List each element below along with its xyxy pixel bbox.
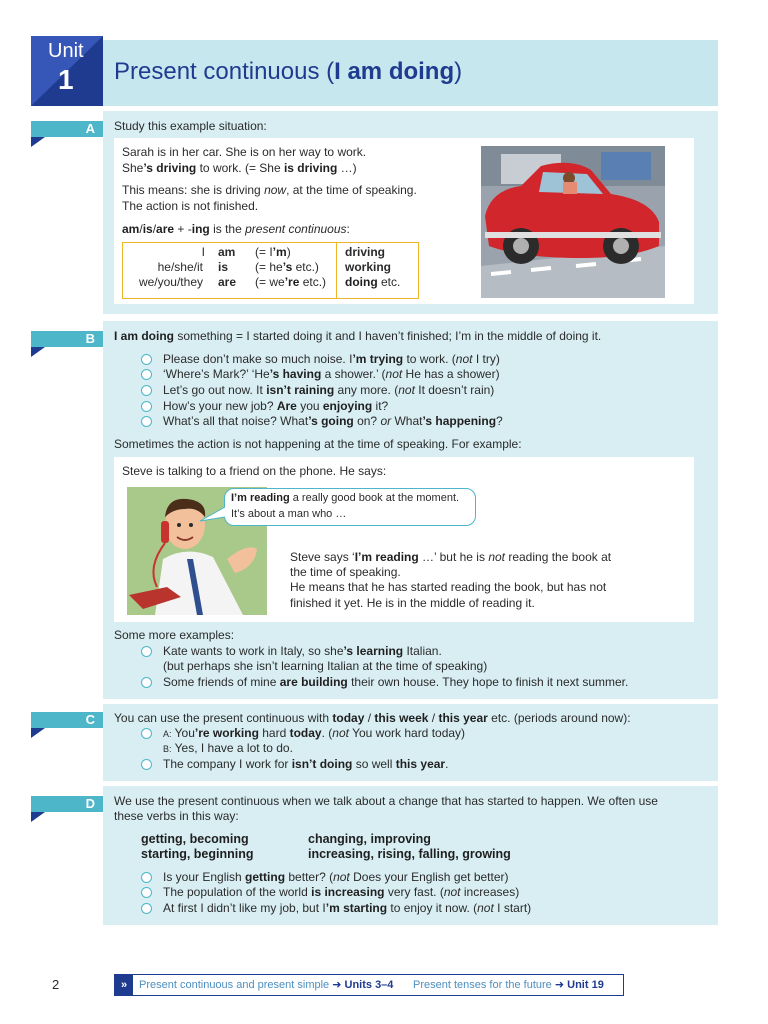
dialogue-b: B: Yes, I have a lot to do.	[163, 741, 293, 755]
bullet-circle	[141, 416, 152, 427]
example-c2: The company I work for isn’t doing so well this year.	[163, 757, 449, 771]
short-form-2: (= he’s etc.)	[255, 260, 319, 274]
section-c-tab-corner	[31, 728, 45, 738]
steve-says-3: He means that he has started reading the book, but has not	[290, 580, 607, 594]
conjugation-table	[122, 242, 419, 299]
example-b1: Please don’t make so much noise. I’m trying to work. (not I try)	[163, 352, 500, 366]
sometimes-note: Sometimes the action is not happening at the time of speaking. For example:	[114, 437, 522, 451]
bullet-circle	[141, 677, 152, 688]
section-d-intro-2: these verbs in this way:	[114, 809, 239, 823]
section-d-tab: D	[31, 796, 103, 812]
example-line-1: Sarah is in her car. She is on her way to work.	[122, 145, 367, 159]
bullet-circle	[141, 728, 152, 739]
cross-reference-bar	[114, 974, 624, 996]
bullet-circle	[141, 354, 152, 365]
verb-am: am	[218, 245, 236, 259]
page-title: Present continuous (I am doing)	[114, 58, 463, 85]
example-line-2: She’s driving to work. (= She is driving …)	[122, 161, 357, 175]
pronoun-he: he/she/it	[157, 260, 203, 274]
section-d-tab-corner	[31, 812, 45, 822]
example-b5: What’s all that noise? What’s going on? or What’s happening?	[163, 414, 503, 428]
verbs-left-1: getting, becoming	[141, 832, 249, 846]
steve-intro: Steve is talking to a friend on the phone. He says:	[122, 464, 387, 478]
example-b4: How’s your new job? Are you enjoying it?	[163, 399, 389, 413]
verbs-left-2: starting, beginning	[141, 847, 254, 861]
bullet-circle	[141, 903, 152, 914]
bullet-circle	[141, 401, 152, 412]
section-a-intro: Study this example situation:	[114, 119, 267, 133]
ing-working: working	[345, 260, 392, 274]
example-b2: ‘Where’s Mark?’ ‘He’s having a shower.’ (not He has a shower)	[163, 367, 500, 381]
section-a-tab: A	[31, 121, 103, 137]
example-d2: The population of the world is increasing very fast. (not increases)	[163, 885, 520, 899]
steve-says-4: finished it yet. He is in the middle of reading it.	[290, 596, 535, 610]
example-b3: Let’s go out now. It isn’t raining any more. (not It doesn’t rain)	[163, 383, 495, 397]
bubble-line-1: I’m reading a really good book at the moment.	[231, 492, 460, 504]
meaning-line-2: The action is not finished.	[122, 199, 259, 213]
section-c-tab: C	[31, 712, 103, 728]
verbs-right-2: increasing, rising, falling, growing	[308, 847, 511, 861]
bullet-circle	[141, 369, 152, 380]
pronoun-i: I	[201, 245, 205, 259]
form-rule: am/is/are + -ing is the present continuous:	[122, 222, 350, 236]
link-present-simple[interactable]: Present continuous and present simple ➜ Units 3–4	[139, 979, 394, 991]
more-example-1-note: (but perhaps she isn’t learning Italian at the time of speaking)	[163, 659, 488, 673]
section-b-definition: I am doing something = I started doing it and I haven’t finished; I’m in the middle of doing it.	[114, 329, 602, 343]
more-examples-label: Some more examples:	[114, 628, 235, 642]
title-bar	[103, 40, 718, 106]
bullet-circle	[141, 646, 152, 657]
speech-bubble-tail	[198, 505, 228, 525]
steve-says-1: Steve says ‘I’m reading …’ but he is not reading the book at	[290, 550, 612, 564]
bullet-circle	[141, 887, 152, 898]
example-d1: Is your English getting better? (not Does your English get better)	[163, 870, 509, 884]
car-illustration	[481, 146, 665, 298]
bullet-circle	[141, 759, 152, 770]
bullet-circle	[141, 385, 152, 396]
short-form-3: (= we’re etc.)	[255, 275, 327, 289]
example-d3: At first I didn’t like my job, but I’m starting to enjoy it now. (not I start)	[163, 901, 532, 915]
ing-doing: doing etc.	[345, 275, 401, 289]
bullet-circle	[141, 872, 152, 883]
short-form-1: (= I’m)	[255, 245, 291, 259]
steve-says-2: the time of speaking.	[290, 565, 401, 579]
verb-are: are	[218, 275, 237, 289]
section-d-intro-1: We use the present continuous when we talk about a change that has started to happen. We often use	[114, 794, 658, 808]
double-chevron-icon: »	[115, 975, 133, 995]
bubble-line-2: It’s about a man who …	[231, 508, 347, 520]
more-example-1: Kate wants to work in Italy, so she’s learning Italian.	[163, 644, 442, 658]
section-b-tab-corner	[31, 347, 45, 357]
dialogue-a: A: You’re working hard today. (not You work hard today)	[163, 726, 466, 740]
pronoun-we: we/you/they	[138, 275, 203, 289]
section-b-tab: B	[31, 331, 103, 347]
section-a-tab-corner	[31, 137, 45, 147]
link-future[interactable]: Present tenses for the future ➜ Unit 19	[413, 979, 604, 991]
ing-driving: driving	[345, 245, 386, 259]
verb-is: is	[218, 260, 229, 274]
meaning-line-1: This means: she is driving now, at the time of speaking.	[122, 183, 417, 197]
more-example-2: Some friends of mine are building their own house. They hope to finish it next summer.	[163, 675, 629, 689]
unit-badge	[31, 36, 103, 106]
verbs-right-1: changing, improving	[308, 832, 431, 846]
page-number: 2	[52, 977, 60, 992]
unit-number: 1	[58, 64, 74, 95]
section-c-intro: You can use the present continuous with today / this week / this year etc. (periods around now):	[114, 711, 631, 725]
unit-word: Unit	[48, 40, 84, 62]
